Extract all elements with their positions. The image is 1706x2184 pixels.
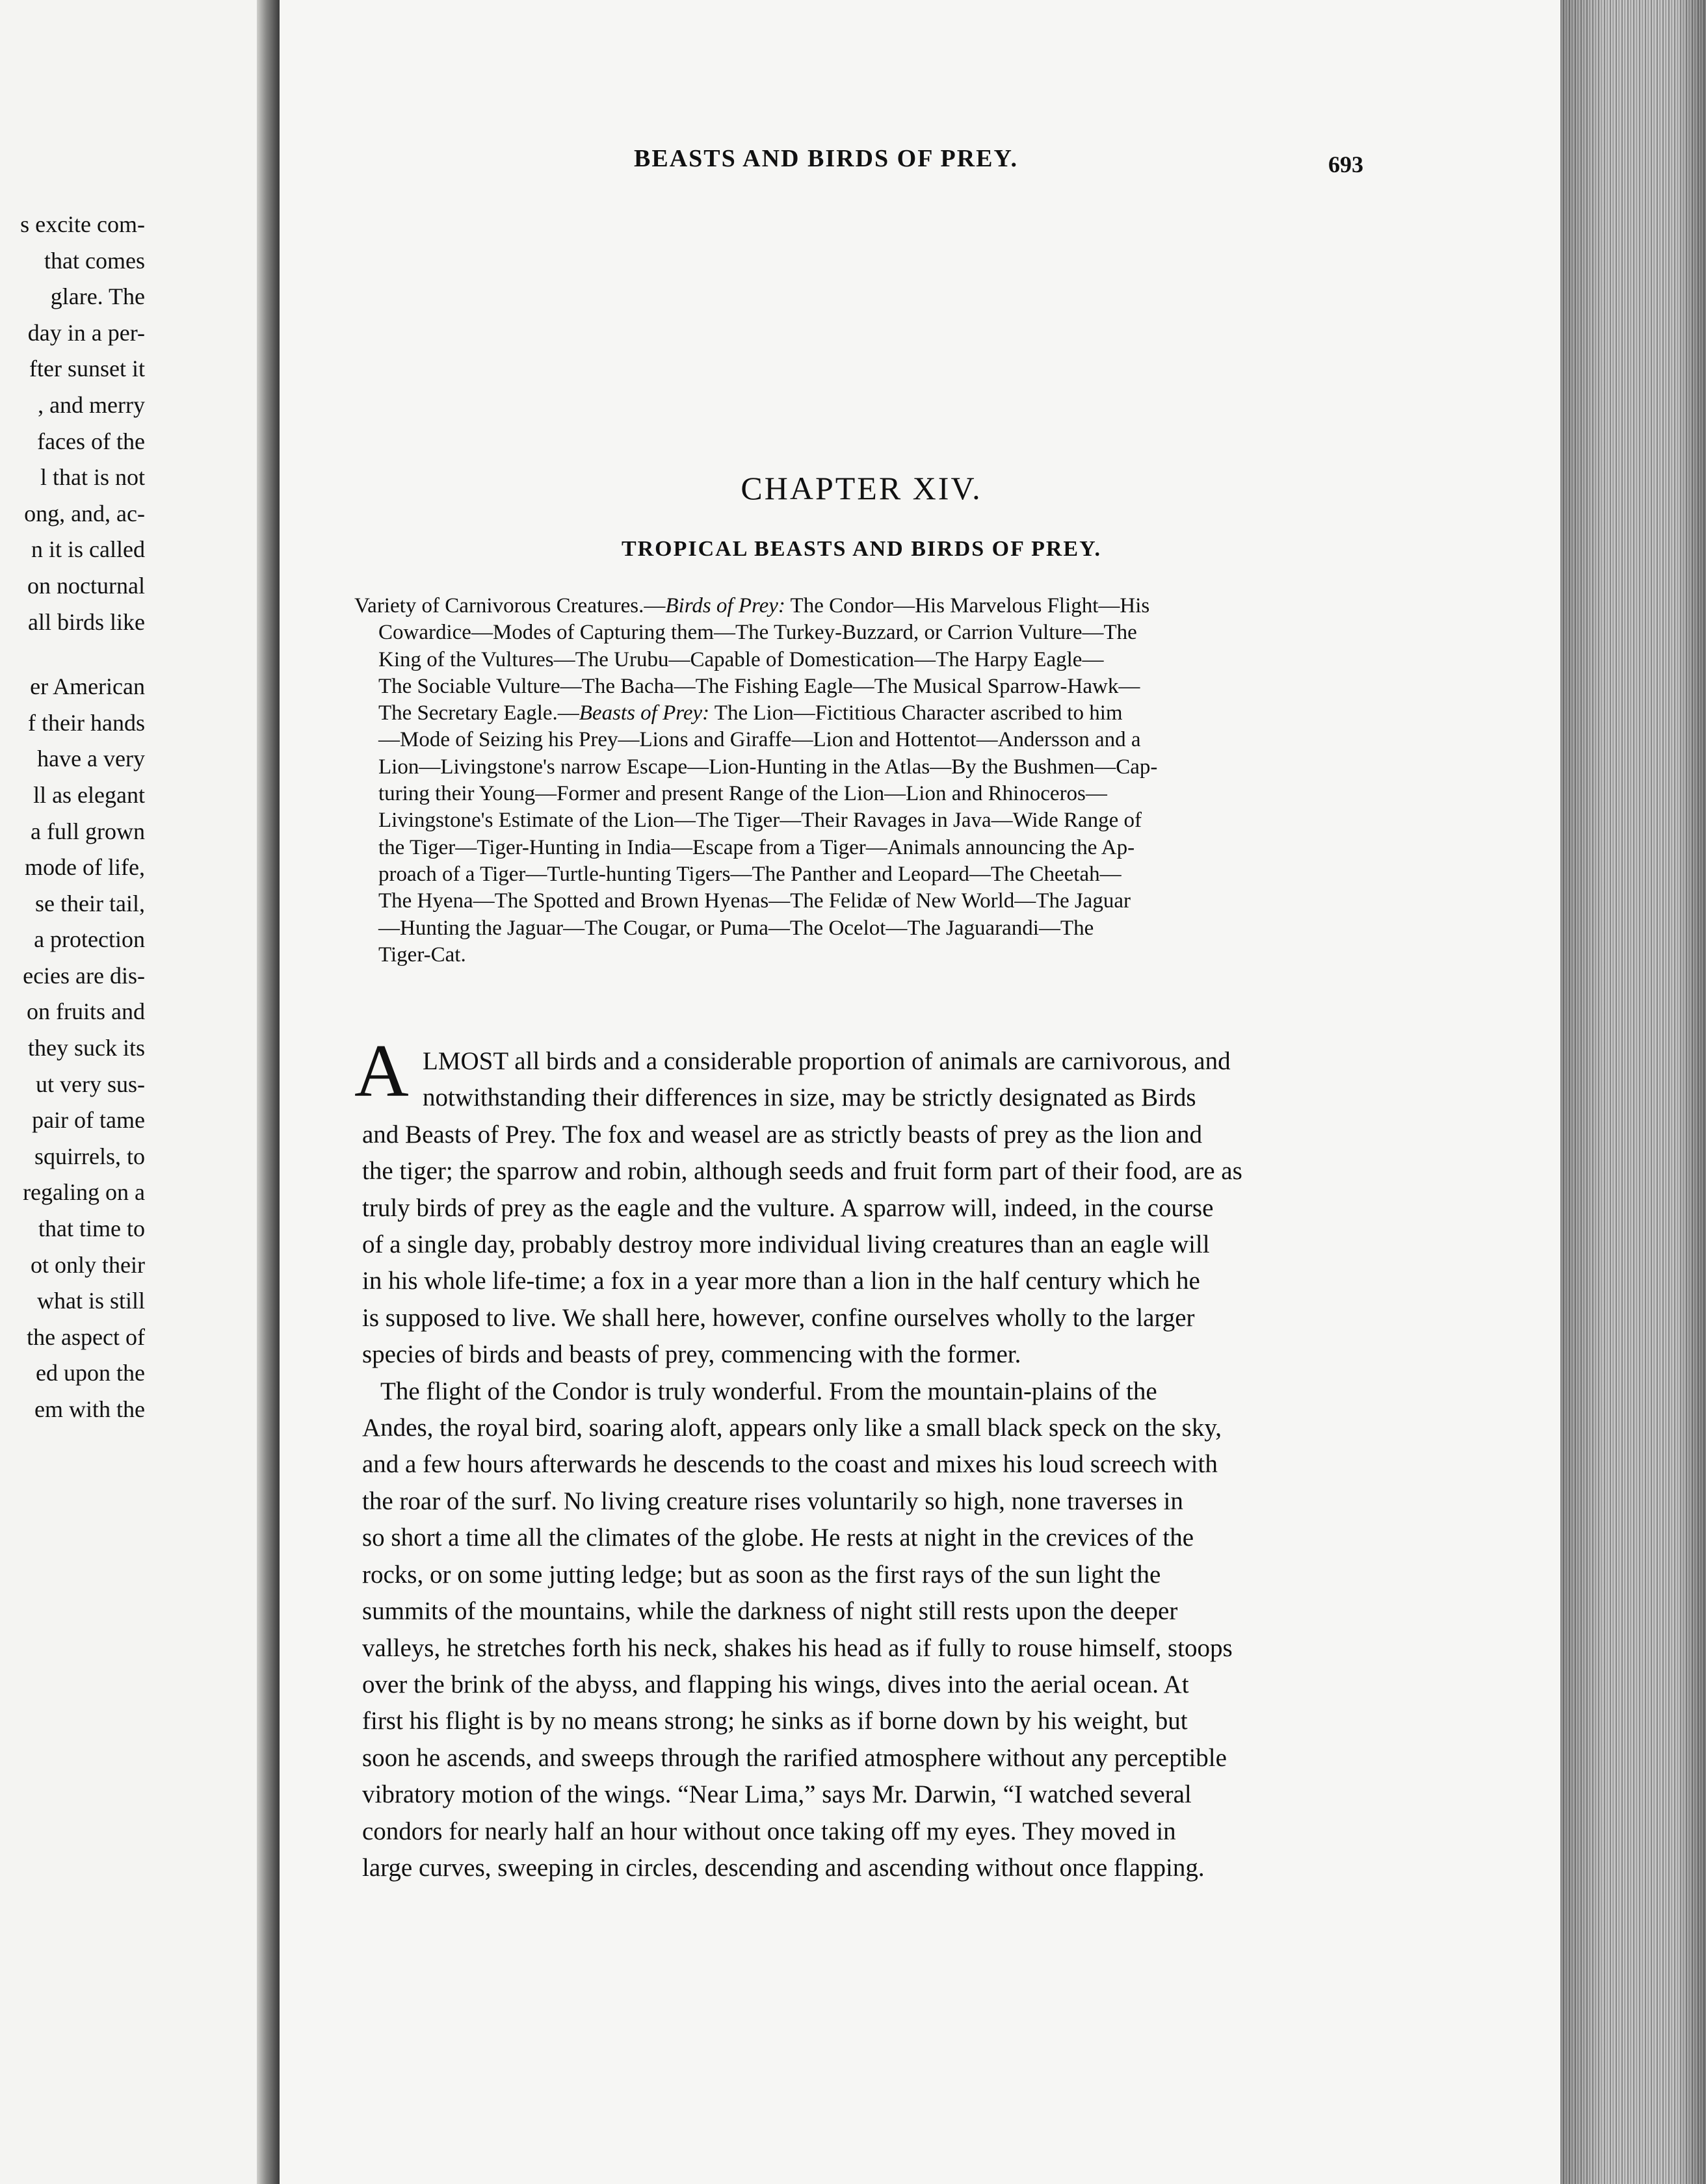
body-line: so short a time all the climates of the globe. He rests at night in the crevices of the: [362, 1524, 1194, 1552]
left-page-line: ll as elegant: [33, 781, 145, 808]
body-line: soon he ascends, and sweeps through the rarified atmosphere without any perceptible: [362, 1743, 1227, 1772]
left-page-line: l that is not: [40, 464, 145, 491]
synopsis-line: proach of a Tiger—Turtle-hunting Tigers—The Panther and Leopard—The Cheetah—: [378, 862, 1122, 886]
paragraph-1: [354, 1043, 1349, 1373]
left-page-line: s excite com-: [20, 211, 145, 237]
left-page-line: the aspect of: [27, 1323, 145, 1350]
page-edges-shade: [1560, 0, 1706, 2184]
left-page-line: fter sunset it: [29, 356, 145, 382]
left-page-line: all birds like: [28, 608, 145, 635]
body-text: [354, 1043, 1349, 1886]
synopsis-line: Tiger-Cat.: [378, 942, 466, 967]
left-page-gap: [0, 640, 145, 669]
body-line: and a few hours afterwards he descends to the coast and mixes his loud screech with: [362, 1450, 1218, 1479]
synopsis-line: —Hunting the Jaguar—The Cougar, or Puma—The Ocelot—The Jaguarandi—The: [378, 916, 1094, 940]
left-page-line: em with the: [34, 1396, 145, 1422]
left-page-text: [0, 207, 145, 1428]
synopsis-line: Livingstone's Estimate of the Lion—The Tiger—Their Ravages in Java—Wide Range of: [378, 809, 1142, 833]
body-line: The flight of the Condor is truly wonderful. From the mountain-plains of the: [380, 1377, 1157, 1405]
left-page-line: they suck its: [28, 1035, 145, 1061]
running-head-title: BEASTS AND BIRDS OF PREY.: [634, 145, 1018, 172]
synopsis-line: turing their Young—Former and present Range of the Lion—Lion and Rhinoceros—: [378, 782, 1107, 806]
left-page-line: mode of life,: [25, 854, 145, 881]
synopsis-line: —Mode of Seizing his Prey—Lions and Giraffe—Lion and Hottentot—Andersson and a: [378, 728, 1141, 752]
body-line: and Beasts of Prey. The fox and weasel are as strictly beasts of prey as the lion and: [362, 1120, 1203, 1149]
body-line: condors for nearly half an hour without once taking off my eyes. They moved in: [362, 1817, 1176, 1845]
left-page-line: that comes: [44, 247, 145, 274]
body-line: Andes, the royal bird, soaring aloft, appears only like a small black speck on the sky,: [362, 1414, 1222, 1442]
left-page-line: pair of tame: [32, 1107, 145, 1134]
body-line: valleys, he stretches forth his neck, shakes his head as if fully to rouse himself, stoops: [362, 1633, 1233, 1662]
left-page-line: f their hands: [28, 709, 145, 736]
left-page-line: ong, and, ac-: [24, 500, 145, 526]
paragraph-2: [354, 1373, 1349, 1887]
synopsis-line: King of the Vultures—The Urubu—Capable of Domestication—The Harpy Eagle—: [378, 647, 1104, 671]
synopsis-line: The Secretary Eagle.—Beasts of Prey: The Lion—Fictitious Character ascribed to him: [378, 701, 1123, 725]
body-line: over the brink of the abyss, and flapping his wings, dives into the aerial ocean. At: [362, 1670, 1189, 1698]
body-line: species of birds and beasts of prey, commencing with the former.: [362, 1340, 1021, 1369]
left-page-line: squirrels, to: [34, 1143, 145, 1169]
left-page-line: ed upon the: [36, 1360, 145, 1386]
body-line: is supposed to live. We shall here, however, confine ourselves wholly to the larger: [362, 1303, 1195, 1332]
body-line: the roar of the surf. No living creature rises voluntarily so high, none traverses in: [362, 1487, 1183, 1515]
body-line: large curves, sweeping in circles, descending and ascending without once flapping.: [362, 1853, 1205, 1882]
chapter-synopsis: [354, 593, 1359, 968]
left-page-line: day in a per-: [27, 319, 145, 346]
synopsis-line: Variety of Carnivorous Creatures.—Birds of Prey: The Condor—His Marvelous Flight—His: [354, 594, 1150, 618]
synopsis-line: The Hyena—The Spotted and Brown Hyenas—The Felidæ of New World—The Jaguar: [378, 889, 1131, 913]
left-page-line: ut very sus-: [36, 1071, 145, 1097]
left-page-line: a protection: [34, 926, 145, 953]
chapter-title: TROPICAL BEASTS AND BIRDS OF PREY.: [621, 537, 1102, 561]
body-line: the tiger; the sparrow and robin, although seeds and fruit form part of their food, are as: [362, 1157, 1242, 1186]
page-number: 693: [1328, 151, 1363, 177]
chapter-number: CHAPTER XIV.: [741, 470, 982, 506]
body-line: vibratory motion of the wings. “Near Lima,” says Mr. Darwin, “I watched several: [362, 1780, 1192, 1809]
left-page-line: a full grown: [31, 818, 145, 844]
drop-cap: A: [354, 1030, 409, 1113]
left-page-line: n it is called: [31, 536, 145, 563]
left-page-line: ot only their: [31, 1251, 145, 1278]
left-page-line: ecies are dis-: [23, 962, 145, 989]
synopsis-line: Lion—Livingstone's narrow Escape—Lion-Hunting in the Atlas—By the Bushmen—Cap-: [378, 755, 1158, 779]
body-line: rocks, or on some jutting ledge; but as soon as the first rays of the sun light the: [362, 1560, 1161, 1589]
body-line: of a single day, probably destroy more individual living creatures than an eagle will: [362, 1230, 1210, 1259]
left-page-line: se their tail,: [35, 890, 145, 916]
left-page-line: glare. The: [50, 283, 145, 310]
synopsis-line: the Tiger—Tiger-Hunting in India—Escape from a Tiger—Animals announcing the Ap-: [378, 835, 1135, 859]
body-line: in his whole life-time; a fox in a year more than a lion in the half century which he: [362, 1267, 1200, 1295]
body-line: notwithstanding their differences in size, may be strictly designated as Birds: [423, 1084, 1196, 1112]
left-page: [0, 0, 257, 2184]
left-page-line: faces of the: [37, 428, 145, 454]
body-line: summits of the mountains, while the darkness of night still rests upon the deeper: [362, 1597, 1178, 1626]
synopsis-line: The Sociable Vulture—The Bacha—The Fishing Eagle—The Musical Sparrow-Hawk—: [378, 674, 1140, 698]
left-page-line: have a very: [37, 746, 145, 772]
left-page-line: regaling on a: [23, 1179, 145, 1206]
left-page-line: , and merry: [38, 391, 145, 418]
left-page-line: on nocturnal: [27, 572, 145, 599]
body-line: first his flight is by no means strong; he sinks as if borne down by his weight, but: [362, 1707, 1188, 1736]
left-page-line: on fruits and: [27, 998, 145, 1025]
left-page-line: er American: [30, 673, 145, 700]
book-gutter: [257, 0, 280, 2184]
left-page-line: that time to: [38, 1216, 145, 1242]
synopsis-line: Cowardice—Modes of Capturing them—The Turkey-Buzzard, or Carrion Vulture—The: [378, 621, 1137, 645]
body-line: LMOST all birds and a considerable proportion of animals are carnivorous, and: [423, 1047, 1231, 1075]
body-line: truly birds of prey as the eagle and the vulture. A sparrow will, indeed, in the course: [362, 1193, 1214, 1222]
left-page-line: what is still: [36, 1288, 145, 1314]
